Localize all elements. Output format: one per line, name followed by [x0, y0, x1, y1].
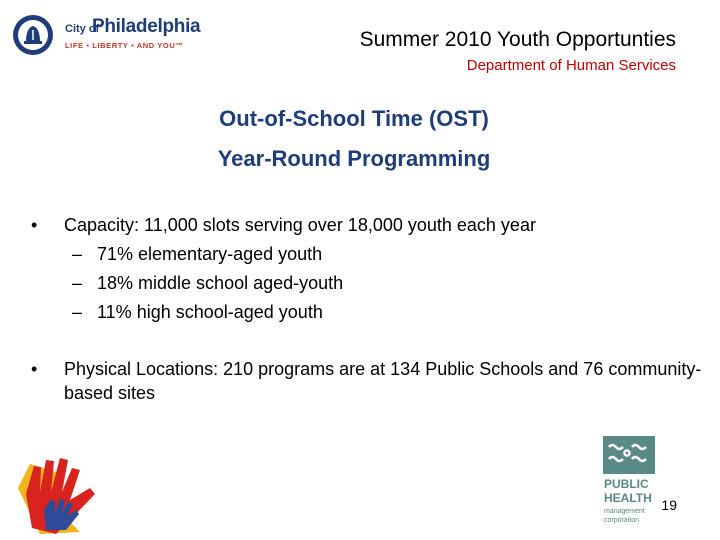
hands-logo-icon — [10, 444, 110, 534]
phmc-line2: HEALTH — [604, 491, 652, 505]
page-number: 19 — [661, 497, 677, 513]
header-title: Summer 2010 Youth Opportunties — [359, 28, 676, 51]
phmc-line4: corporation — [604, 517, 640, 524]
city-name-label: Philadelphia — [92, 16, 201, 37]
city-of-philadelphia-logo — [12, 14, 227, 56]
bullet-marker: • — [31, 215, 38, 235]
slide-title-line1: Out-of-School Time (OST) — [219, 106, 489, 131]
subitem-high-school: 11% high school-aged youth — [97, 302, 323, 322]
slide-title-line2: Year-Round Programming — [217, 146, 491, 171]
liberty-bell-seal-icon — [12, 14, 54, 56]
phmc-line1: PUBLIC — [604, 477, 649, 491]
dash-marker: – — [72, 244, 83, 264]
subitem-middle-school: 18% middle school aged-youth — [97, 273, 344, 293]
phmc-logo-icon — [603, 436, 655, 526]
bullet-capacity: Capacity: 11,000 slots serving over 18,000 youth each year — [64, 215, 536, 235]
city-of-label: City of — [65, 23, 100, 35]
bullet-physical-locations: Physical Locations: 210 programs are at 134 Public Schools and 76 community-based sites — [64, 359, 702, 403]
department-label: Department of Human Services — [466, 57, 676, 74]
subitem-elementary: 71% elementary-aged youth — [97, 244, 323, 264]
phmc-line3: management — [604, 508, 645, 515]
dash-marker: – — [72, 302, 83, 322]
bullet-marker: • — [31, 359, 38, 379]
city-tagline: LIFE • LIBERTY • AND YOU™ — [65, 41, 184, 50]
dash-marker: – — [72, 273, 83, 293]
